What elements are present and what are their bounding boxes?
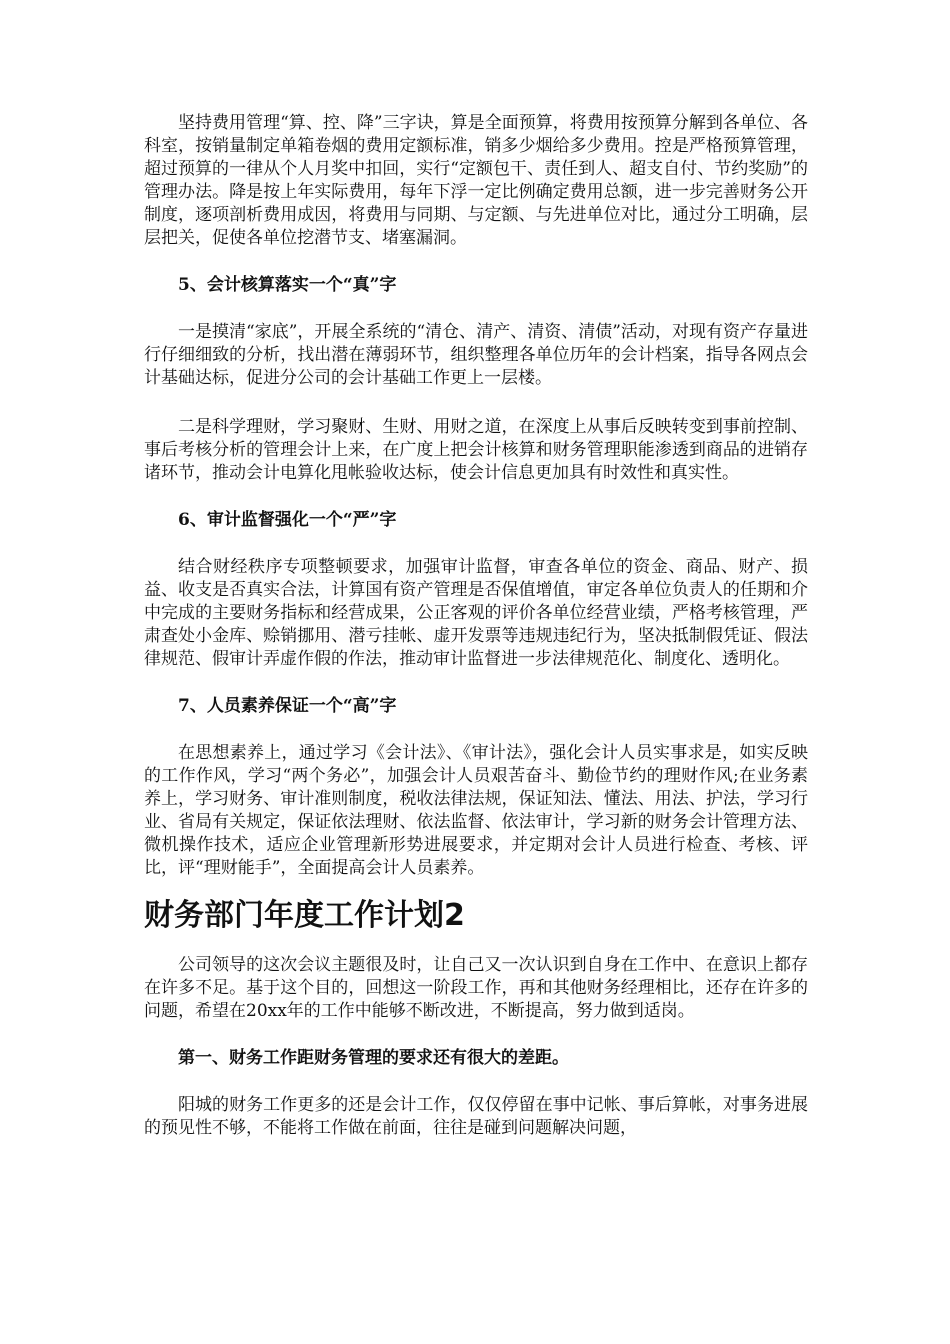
paragraph-gap: 阳城的财务工作更多的还是会计工作，仅仅停留在事中记帐、事后算帐，对事务进展的预见性不够，不能将工作做在前面，往往是碰到问题解决问题， bbox=[144, 1095, 808, 1138]
heading-audit: 6、审计监督强化一个“严”字 bbox=[178, 510, 397, 530]
paragraph-personnel: 在思想素养上，通过学习《会计法》、《审计法》，强化会计人员实事求是，如实反映的工作作风，学习“两个务必”，加强会计人员艰苦奋斗、勤俭节约的理财作风;在业务素养上，学习财务、审计准则制度，税收法律法规，保证知法、懂法、用法、护法，学习行业、省局有关规定，保证依法理财、依法监督、依法审计，学习新的财务会计管理方法、微机操作技术，适应企业管理新形势进展要求，并定期对会计人员进行检查、考核、评比，评“理财能手”，全面提高会计人员素养。 bbox=[144, 743, 808, 878]
heading-accounting: 5、会计核算落实一个“真”字 bbox=[178, 275, 397, 295]
section-title: 财务部门年度工作计划2 bbox=[144, 898, 465, 933]
document-page bbox=[144, 112, 808, 1140]
paragraph-intro: 公司领导的这次会议主题很及时，让自己又一次认识到自身在工作中、在意识上都存在许多不足。基于这个目的，回想这一阶段工作，再和其他财务经理相比，还存在许多的问题，希望在20xx年的工作中能够不断改进，不断提高，努力做到适岗。 bbox=[144, 955, 808, 1021]
paragraph-accounting-1: 一是摸清“家底”，开展全系统的“清仓、清产、清资、清债”活动，对现有资产存量进行仔细细致的分析，找出潜在薄弱环节，组织整理各单位历年的会计档案，指导各网点会计基础达标，促进分公司的会计基础工作更上一层楼。 bbox=[144, 322, 808, 388]
paragraph-accounting-2: 二是科学理财，学习聚财、生财、用财之道，在深度上从事后反映转变到事前控制、事后考核分析的管理会计上来，在广度上把会计核算和财务管理职能渗透到商品的进销存诸环节，推动会计电算化甩帐验收达标，使会计信息更加具有时效性和真实性。 bbox=[144, 417, 808, 483]
heading-personnel: 7、人员素养保证一个“高”字 bbox=[178, 696, 397, 716]
heading-gap: 第一、财务工作距财务管理的要求还有很大的差距。 bbox=[178, 1048, 569, 1068]
paragraph-audit: 结合财经秩序专项整顿要求，加强审计监督，审查各单位的资金、商品、财产、损益、收支是否真实合法，计算国有资产管理是否保值增值，审定各单位负责人的任期和介中完成的主要财务指标和经营成果，公正客观的评价各单位经营业绩，严格考核管理，严肃查处小金库、赊销挪用、潜亏挂帐、虚开发票等违规违纪行为，坚决抵制假凭证、假法律规范、假审计弄虚作假的作法，推动审计监督进一步法律规范化、制度化、透明化。 bbox=[144, 557, 808, 669]
paragraph-fee-management: 坚持费用管理“算、控、降”三字诀，算是全面预算，将费用按预算分解到各单位、各科室，按销量制定单箱卷烟的费用定额标准，销多少烟给多少费用。控是严格预算管理，超过预算的一律从个人月奖中扣回，实行“定额包干、责任到人、超支自付、节约奖励”的管理办法。降是按上年实际费用，每年下浮一定比例确定费用总额，进一步完善财务公开制度，逐项剖析费用成因，将费用与同期、与定额、与先进单位对比，通过分工明确，层层把关，促使各单位挖潜节支、堵塞漏洞。 bbox=[144, 113, 808, 248]
